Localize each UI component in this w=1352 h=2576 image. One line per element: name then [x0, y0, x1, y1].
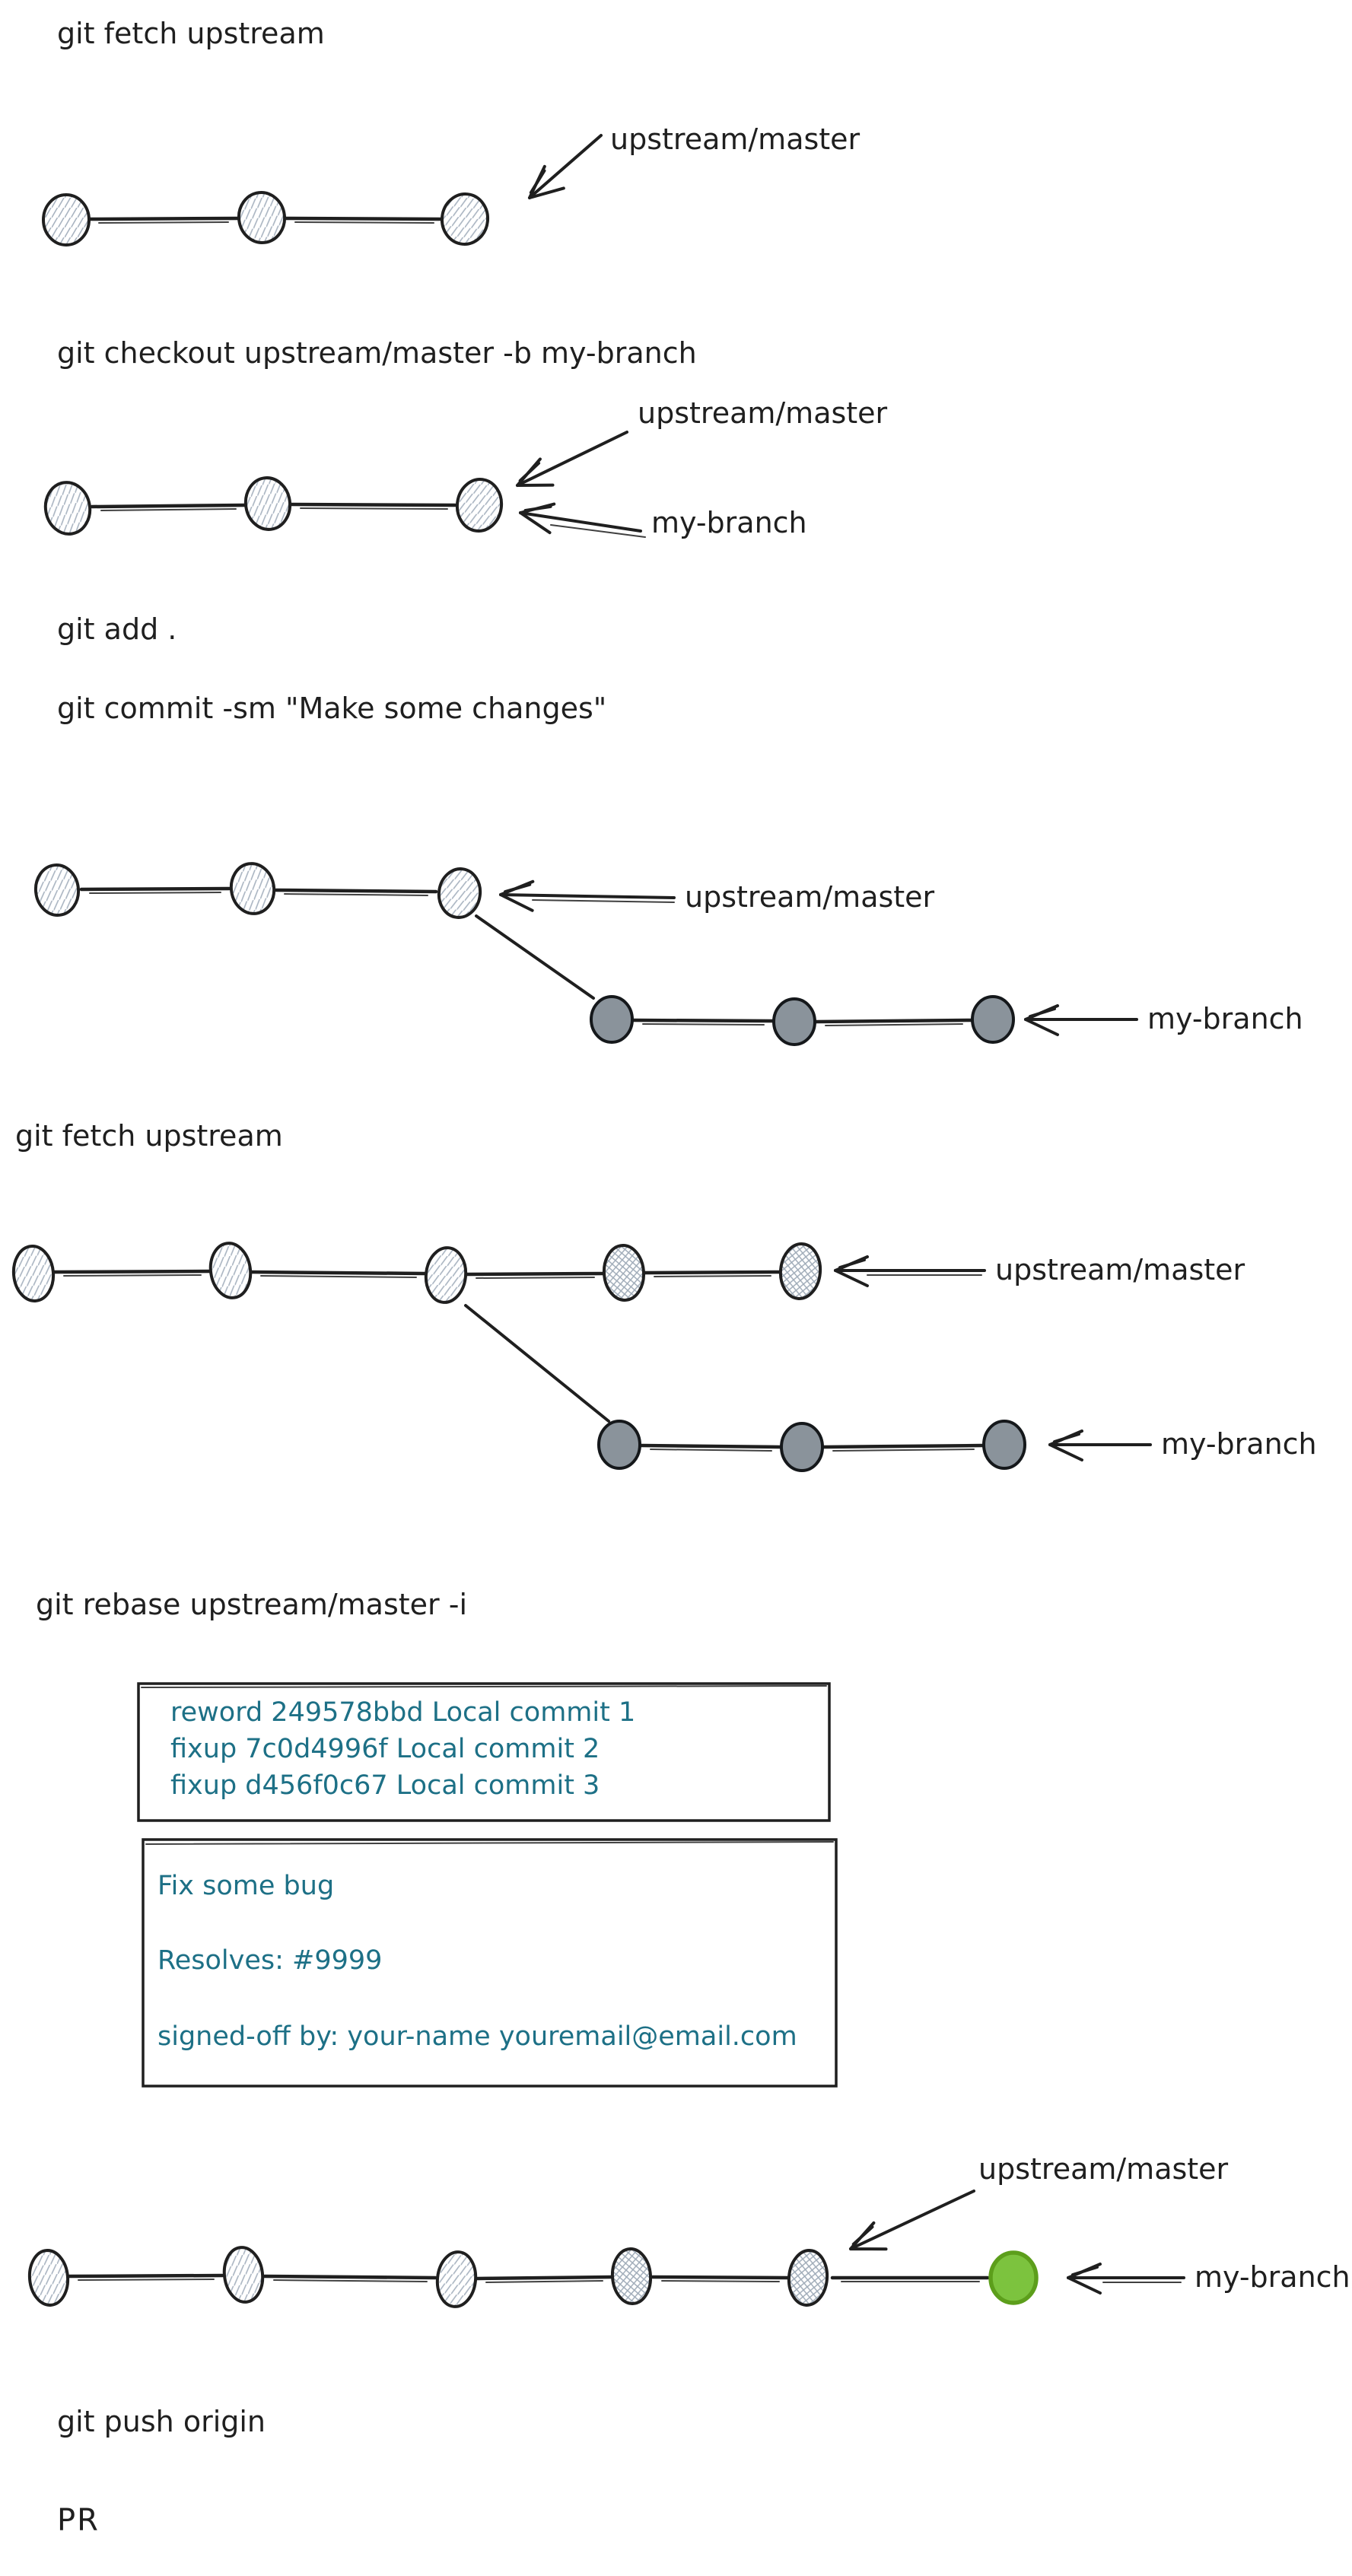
branch-split-line [466, 1305, 609, 1421]
branch-split-line [476, 916, 593, 998]
commit-link-sketch [64, 1275, 201, 1276]
label-my-branch: my-branch [1147, 1002, 1303, 1035]
rebase-todo-line: reword 249578bbd Local commit 1 [170, 1697, 636, 1728]
commit-node [207, 1241, 254, 1301]
commit-node [27, 2249, 70, 2307]
commit-link-sketch [295, 222, 434, 223]
command-commit: git commit -sm "Make some changes" [57, 692, 607, 725]
label-upstream-master: upstream/master [685, 880, 935, 914]
step-push-pr [57, 2405, 266, 2538]
commit-node [440, 192, 491, 246]
commit-link-sketch [651, 1449, 771, 1451]
label-upstream-master: upstream/master [995, 1253, 1245, 1286]
fetched-commit-node [778, 1242, 822, 1300]
commit-link [55, 1271, 209, 1272]
command-fetch-upstream-again: git fetch upstream [15, 1119, 283, 1153]
commit-link [252, 1272, 425, 1274]
commit-link-sketch [99, 222, 228, 223]
commit-message-box [143, 1840, 836, 2086]
arrow-upstream-master [517, 432, 627, 485]
local-commit-node [591, 997, 632, 1042]
arrow-upstream-master [851, 2191, 974, 2249]
commit-node [236, 190, 288, 246]
commit-node [243, 475, 294, 532]
commit-link [816, 1020, 971, 1022]
arrow-sketch [533, 900, 674, 902]
commit-graph-2 [42, 396, 888, 539]
commit-link [91, 218, 237, 219]
commit-node [33, 863, 81, 917]
commit-link-sketch [654, 1276, 771, 1277]
step-add-commit [33, 612, 1303, 1045]
label-upstream-master: upstream/master [638, 396, 888, 430]
command-fetch-upstream: git fetch upstream [57, 17, 325, 50]
commit-link [645, 1272, 779, 1273]
commit-link [92, 505, 244, 507]
commit-node [436, 867, 483, 921]
command-add: git add . [57, 612, 177, 646]
label-upstream-master: upstream/master [610, 122, 861, 156]
rebase-todo-box [138, 1684, 829, 1821]
commit-node [454, 477, 504, 534]
commit-link-sketch [476, 1277, 594, 1278]
local-commit-node [599, 1421, 640, 1468]
commit-link-sketch [662, 2281, 779, 2282]
commit-link [824, 1445, 982, 1447]
commit-link [69, 2275, 222, 2276]
step-fetch-upstream-again [11, 1119, 1317, 1471]
commit-graph-4 [11, 1241, 1317, 1471]
local-commit-node [781, 1423, 822, 1471]
pr-label: PR [57, 2503, 100, 2538]
commit-message-line: signed-off by: your-name youremail@email.com [157, 2021, 797, 2052]
commit-link [641, 1445, 780, 1447]
commit-link-sketch [833, 1449, 974, 1451]
commit-message-line: Resolves: #9999 [157, 1945, 383, 1976]
label-my-branch: my-branch [651, 506, 807, 539]
fetched-commit-node [787, 2249, 829, 2307]
arrow-upstream-master [530, 135, 601, 198]
commit-graph-5 [27, 2152, 1350, 2308]
command-rebase: git rebase upstream/master -i [36, 1588, 468, 1621]
commit-node [11, 1245, 56, 1302]
commit-link [286, 218, 441, 219]
commit-link [634, 1020, 772, 1021]
commit-message-line: Fix some bug [157, 1871, 335, 1901]
commit-link [291, 504, 455, 505]
commit-link-sketch [826, 1024, 962, 1026]
label-my-branch: my-branch [1195, 2260, 1350, 2294]
commit-link [477, 2277, 611, 2279]
arrow-upstream-master [501, 895, 674, 898]
commit-link-sketch [78, 2279, 214, 2280]
commit-graph-1 [43, 122, 861, 246]
commit-link-sketch [643, 1024, 764, 1025]
rebase-todo-line: fixup d456f0c67 Local commit 3 [170, 1770, 600, 1801]
commit-node [221, 2245, 266, 2304]
step-checkout-branch [42, 336, 888, 539]
commit-link-sketch [90, 892, 221, 893]
commit-link [276, 890, 436, 892]
commit-node [434, 2250, 478, 2309]
commit-node [227, 860, 278, 917]
rebased-commit-node-green [991, 2253, 1036, 2303]
command-push: git push origin [57, 2405, 266, 2438]
commit-link-sketch [261, 1276, 416, 1277]
commit-link-sketch [285, 894, 428, 895]
commit-node [42, 479, 94, 537]
commit-link-sketch [486, 2281, 603, 2282]
step-fetch-upstream [43, 17, 861, 246]
commit-link [653, 2277, 787, 2278]
label-my-branch: my-branch [1161, 1427, 1317, 1461]
local-commit-node [774, 999, 815, 1045]
commit-link-sketch [101, 509, 236, 510]
commit-link [265, 2276, 435, 2278]
commit-node [423, 1245, 468, 1304]
fetched-commit-node [603, 1244, 646, 1301]
rebase-todo-line: fixup 7c0d4996f Local commit 2 [170, 1734, 600, 1764]
label-upstream-master: upstream/master [978, 2152, 1229, 2186]
fetched-commit-node [611, 2247, 653, 2304]
local-commit-node [972, 997, 1013, 1042]
commit-node [43, 195, 89, 245]
command-checkout: git checkout upstream/master -b my-branch [57, 336, 697, 370]
step-rebase [36, 1588, 836, 2086]
commit-link-sketch [274, 2280, 427, 2282]
commit-link-sketch [301, 508, 447, 509]
local-commit-node [984, 1421, 1025, 1468]
commit-graph-3 [33, 860, 1303, 1045]
